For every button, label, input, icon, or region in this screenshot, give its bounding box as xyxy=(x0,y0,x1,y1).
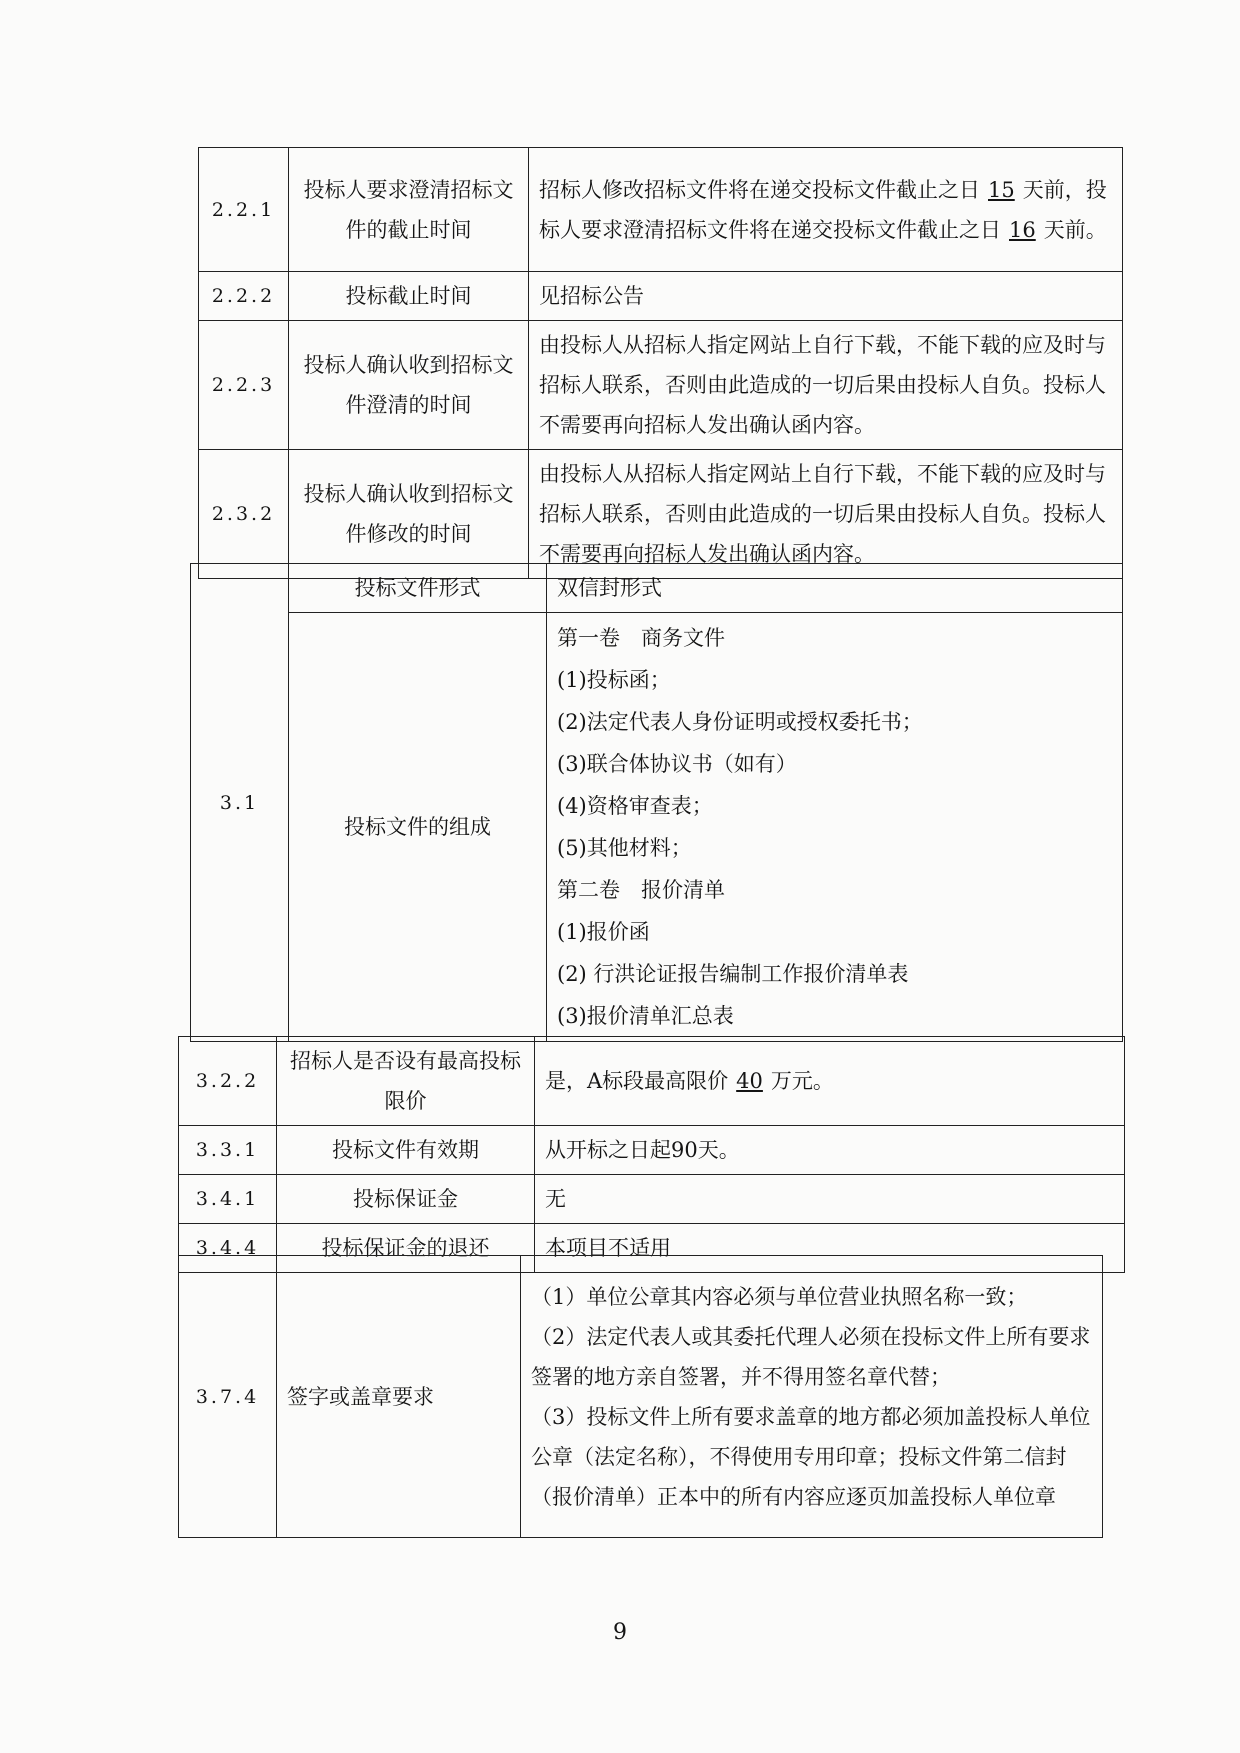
clause-name: 投标截止时间 xyxy=(289,272,529,321)
clause-content xyxy=(521,1256,1103,1538)
clause-number: 2.3.2 xyxy=(199,450,289,579)
table-row xyxy=(199,148,1123,272)
clause-content: 招标人修改招标文件将在递交投标文件截止之日 15 天前，投标人要求澄清招标文件将在递交投标文件截止之日 16 天前。 xyxy=(529,148,1123,272)
clause-content: 见招标公告 xyxy=(529,272,1123,321)
clause-number: 3.7.4 xyxy=(179,1256,277,1538)
table-row xyxy=(199,321,1123,450)
spec-table-part4 xyxy=(178,1255,1103,1538)
table-row xyxy=(191,564,1123,613)
clause-name: 投标保证金 xyxy=(277,1175,535,1224)
clause-number: 3.3.1 xyxy=(179,1126,277,1175)
clause-name: 签字或盖章要求 xyxy=(277,1256,521,1538)
list-item: (1)投标函； xyxy=(557,668,671,692)
clause-name: 投标文件有效期 xyxy=(277,1126,535,1175)
clause-number: 3.4.4 xyxy=(179,1224,277,1273)
clause-content: 从开标之日起90天。 xyxy=(535,1126,1125,1175)
clause-number: 3.4.1 xyxy=(179,1175,277,1224)
clause-number: 2.2.2 xyxy=(199,272,289,321)
days-value: 16 xyxy=(1009,217,1036,242)
spec-table-part2 xyxy=(190,563,1123,1042)
spec-table-part1 xyxy=(198,147,1123,579)
clause-number: 3.2.2 xyxy=(179,1037,277,1126)
clause-name: 投标文件形式 xyxy=(289,564,547,613)
list-item: (1)报价函 xyxy=(557,920,650,944)
list-item: (2)法定代表人身份证明或授权委托书； xyxy=(557,710,923,734)
list-item: 第二卷 报价清单 xyxy=(557,878,725,902)
spec-table-part3 xyxy=(178,1036,1125,1273)
clause-content xyxy=(547,613,1123,1042)
clause-number: 2.2.3 xyxy=(199,321,289,450)
table-row xyxy=(179,1037,1125,1126)
clause-name: 招标人是否设有最高投标限价 xyxy=(277,1037,535,1126)
list-item: (3)联合体协议书（如有） xyxy=(557,752,797,776)
list-item: (3)报价清单汇总表 xyxy=(557,1004,734,1028)
clause-name: 投标保证金的退还 xyxy=(277,1224,535,1273)
price-limit-value: 40 xyxy=(736,1069,763,1093)
clause-name: 投标人确认收到招标文件修改的时间 xyxy=(289,450,529,579)
clause-name: 投标人要求澄清招标文件的截止时间 xyxy=(289,148,529,272)
clause-name: 投标文件的组成 xyxy=(289,613,547,1042)
table-row xyxy=(179,1175,1125,1224)
clause-number: 3.1 xyxy=(191,564,289,1042)
clause-name: 投标人确认收到招标文件澄清的时间 xyxy=(289,321,529,450)
clause-content: 由投标人从招标人指定网站上自行下载，不能下载的应及时与招标人联系，否则由此造成的一切后果由投标人自负。投标人不需要再向招标人发出确认函内容。 xyxy=(529,450,1123,579)
table-row xyxy=(199,272,1123,321)
list-item: （3）投标文件上所有要求盖章的地方都必须加盖投标人单位公章（法定名称），不得使用专用印章；投标文件第二信封（报价清单）正本中的所有内容应逐页加盖投标人单位章 xyxy=(531,1404,1091,1509)
clause-number: 2.2.1 xyxy=(199,148,289,272)
table-row xyxy=(199,450,1123,579)
list-item: （1）单位公章其内容必须与单位营业执照名称一致； xyxy=(531,1284,1028,1309)
table-row xyxy=(191,613,1123,1042)
page-number: 9 xyxy=(613,1620,627,1645)
list-item: 第一卷 商务文件 xyxy=(557,626,725,650)
table-row xyxy=(179,1126,1125,1175)
days-value: 15 xyxy=(988,177,1015,202)
clause-content: 双信封形式 xyxy=(547,564,1123,613)
clause-content: 由投标人从招标人指定网站上自行下载，不能下载的应及时与招标人联系，否则由此造成的一切后果由投标人自负。投标人不需要再向招标人发出确认函内容。 xyxy=(529,321,1123,450)
clause-content: 是，A标段最高限价 40 万元。 xyxy=(535,1037,1125,1126)
table-row xyxy=(179,1256,1103,1538)
list-item: (5)其他材料； xyxy=(557,836,692,860)
clause-content: 无 xyxy=(535,1175,1125,1224)
list-item: (2) 行洪论证报告编制工作报价清单表 xyxy=(557,962,909,986)
list-item: （2）法定代表人或其委托代理人必须在投标文件上所有要求签署的地方亲自签署，并不得用签名章代替； xyxy=(531,1324,1091,1389)
list-item: (4)资格审查表； xyxy=(557,794,713,818)
clause-content: 本项目不适用 xyxy=(535,1224,1125,1273)
